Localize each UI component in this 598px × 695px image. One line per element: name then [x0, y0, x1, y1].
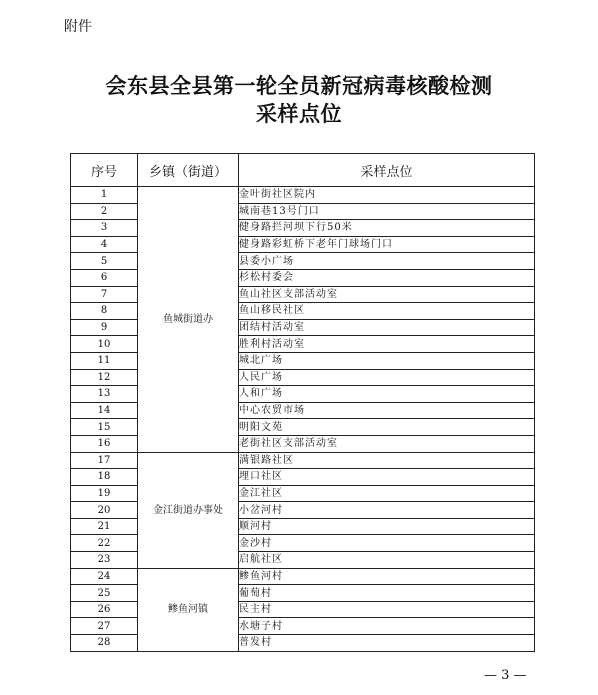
table-row [71, 568, 535, 585]
attachment-label: 附件 [64, 19, 92, 35]
row-index: 21 [71, 518, 138, 535]
row-index: 27 [71, 618, 138, 635]
table-header-row [71, 154, 535, 187]
document-title-line2: 采样点位 [256, 101, 342, 126]
sampling-sites-table [70, 153, 535, 652]
sampling-site: 杉松村委会 [239, 269, 535, 286]
row-index: 19 [71, 485, 138, 502]
sampling-site: 葡萄村 [239, 585, 535, 602]
row-index: 18 [71, 469, 138, 486]
sampling-site: 人和广场 [239, 386, 535, 403]
sampling-site: 城北广场 [239, 352, 535, 369]
row-index: 25 [71, 585, 138, 602]
sampling-site: 人民广场 [239, 369, 535, 386]
header-town: 乡镇（街道） [138, 154, 239, 187]
sampling-site: 金沙村 [239, 535, 535, 552]
row-index: 11 [71, 352, 138, 369]
row-index: 24 [71, 568, 138, 585]
sampling-site: 胜利村活动室 [239, 336, 535, 353]
sampling-site: 水塘子村 [239, 618, 535, 635]
row-index: 6 [71, 269, 138, 286]
row-index: 22 [71, 535, 138, 552]
sampling-site: 民主村 [239, 601, 535, 618]
sampling-site: 普发村 [239, 635, 535, 652]
table-row [71, 187, 535, 204]
row-index: 20 [71, 502, 138, 519]
sampling-site: 金叶街社区院内 [239, 187, 535, 204]
row-index: 4 [71, 236, 138, 253]
sampling-site: 城南巷13号门口 [239, 203, 535, 220]
sampling-site: 老街社区支部活动室 [239, 435, 535, 452]
row-index: 26 [71, 601, 138, 618]
town-cell: 鲹鱼河镇 [138, 568, 239, 651]
sampling-site: 埋口社区 [239, 469, 535, 486]
row-index: 3 [71, 220, 138, 237]
sampling-site: 团结村活动室 [239, 319, 535, 336]
sampling-site: 中心农贸市场 [239, 402, 535, 419]
row-index: 13 [71, 386, 138, 403]
sampling-site: 鱼山移民社区 [239, 303, 535, 320]
sampling-site: 顺河村 [239, 518, 535, 535]
sampling-site: 县委小广场 [239, 253, 535, 270]
row-index: 15 [71, 419, 138, 436]
sampling-site: 满银路社区 [239, 452, 535, 469]
town-cell: 金江街道办事处 [138, 452, 239, 568]
row-index: 8 [71, 303, 138, 320]
row-index: 23 [71, 552, 138, 569]
row-index: 2 [71, 203, 138, 220]
sampling-site: 健身路拦河坝下行50米 [239, 220, 535, 237]
sampling-site: 金江社区 [239, 485, 535, 502]
sampling-site: 鲹鱼河村 [239, 568, 535, 585]
document-title-line1: 会东县全县第一轮全员新冠病毒核酸检测 [105, 73, 493, 98]
sampling-site: 健身路彩虹桥下老年门球场门口 [239, 236, 535, 253]
row-index: 16 [71, 435, 138, 452]
sampling-site: 鱼山社区支部活动室 [239, 286, 535, 303]
sampling-site: 启航社区 [239, 552, 535, 569]
row-index: 1 [71, 187, 138, 204]
page-number: — 3 — [484, 668, 527, 683]
row-index: 9 [71, 319, 138, 336]
table-body [71, 187, 535, 652]
row-index: 7 [71, 286, 138, 303]
row-index: 14 [71, 402, 138, 419]
header-site: 采样点位 [239, 154, 535, 187]
sampling-site: 小岔河村 [239, 502, 535, 519]
row-index: 17 [71, 452, 138, 469]
table-row [71, 452, 535, 469]
header-index: 序号 [71, 154, 138, 187]
row-index: 5 [71, 253, 138, 270]
town-cell: 鱼城街道办 [138, 187, 239, 453]
sampling-site: 明阳文苑 [239, 419, 535, 436]
row-index: 12 [71, 369, 138, 386]
row-index: 28 [71, 635, 138, 652]
row-index: 10 [71, 336, 138, 353]
